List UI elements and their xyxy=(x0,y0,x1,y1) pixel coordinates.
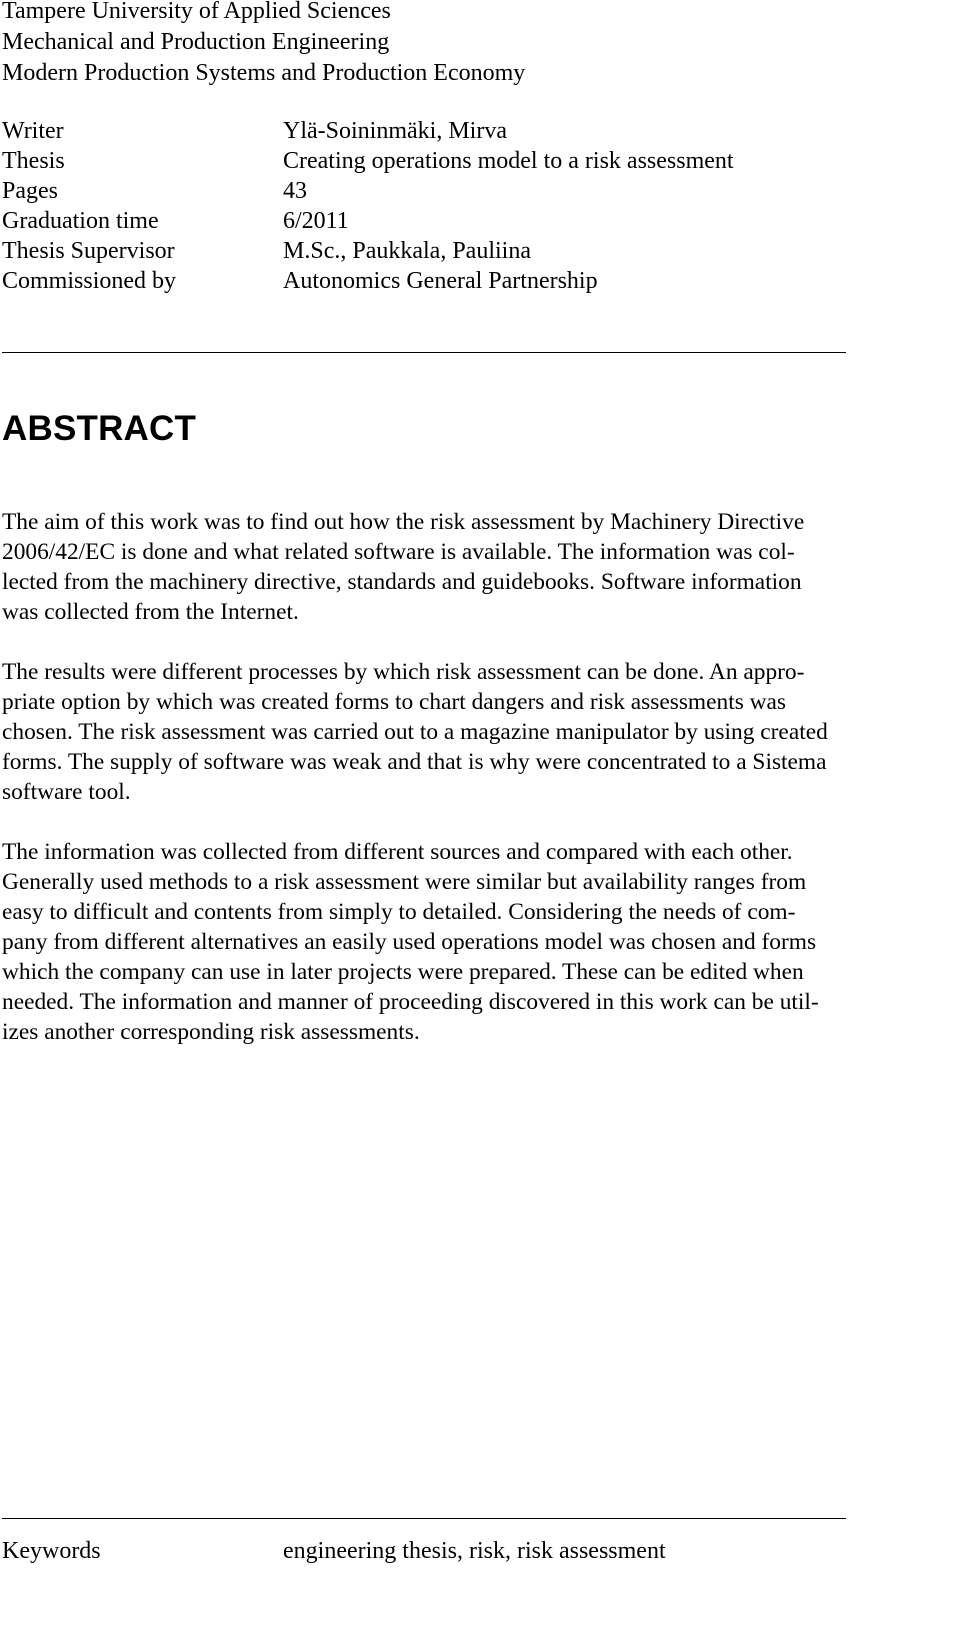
text-line: izes another corresponding risk assessments. xyxy=(2,1019,420,1045)
institution-name: Tampere University of Applied Sciences xyxy=(2,0,391,24)
top-divider xyxy=(2,352,846,353)
meta-label: Pages xyxy=(2,178,58,204)
keywords-label: Keywords xyxy=(2,1538,101,1564)
text-line: needed. The information and manner of proceeding discovered in this work can be util- xyxy=(2,989,819,1015)
document-header xyxy=(2,0,525,89)
text-line: forms. The supply of software was weak and that is why were concentrated to a Sistema xyxy=(2,749,827,775)
text-line: The aim of this work was to find out how the risk assessment by Machinery Directive xyxy=(2,509,805,535)
meta-value: Ylä-Soininmäki, Mirva xyxy=(283,118,507,144)
meta-label: Thesis Supervisor xyxy=(2,238,175,264)
meta-value: Autonomics General Partnership xyxy=(283,268,598,294)
text-line: lected from the machinery directive, standards and guidebooks. Software information xyxy=(2,569,802,595)
program-name: Modern Production Systems and Production Economy xyxy=(2,60,526,86)
abstract-heading: ABSTRACT xyxy=(2,409,197,448)
text-line: 2006/42/EC is done and what related software is available. The information was col- xyxy=(2,539,795,565)
text-line: The results were different processes by which risk assessment can be done. An appro- xyxy=(2,659,805,685)
meta-value: M.Sc., Paukkala, Pauliina xyxy=(283,238,531,264)
keywords-row xyxy=(2,1536,922,1568)
meta-value: 43 xyxy=(283,178,307,204)
text-line: Generally used methods to a risk assessment were similar but availability ranges from xyxy=(2,869,807,895)
abstract-paragraph-1 xyxy=(2,507,922,627)
text-line: software tool. xyxy=(2,779,131,805)
department-name: Mechanical and Production Engineering xyxy=(2,29,390,55)
text-line: pany from different alternatives an easily used operations model was chosen and forms xyxy=(2,929,817,955)
meta-label: Writer xyxy=(2,118,64,144)
text-line: which the company can use in later projects were prepared. These can be edited when xyxy=(2,959,804,985)
abstract-paragraph-3 xyxy=(2,837,922,1047)
text-line: was collected from the Internet. xyxy=(2,599,299,625)
text-line: chosen. The risk assessment was carried out to a magazine manipulator by using created xyxy=(2,719,828,745)
abstract-paragraph-2 xyxy=(2,657,922,807)
meta-label: Graduation time xyxy=(2,208,159,234)
text-line: priate option by which was created forms to chart dangers and risk assessments was xyxy=(2,689,787,715)
bottom-divider xyxy=(2,1518,846,1519)
abstract-body xyxy=(2,507,922,1077)
meta-label: Thesis xyxy=(2,148,65,174)
text-line: easy to difficult and contents from simply to detailed. Considering the needs of com- xyxy=(2,899,796,925)
meta-label: Commissioned by xyxy=(2,268,177,294)
meta-value: 6/2011 xyxy=(283,208,349,234)
keywords-value: engineering thesis, risk, risk assessment xyxy=(283,1538,666,1564)
meta-value: Creating operations model to a risk assessment xyxy=(283,148,734,174)
text-line: The information was collected from different sources and compared with each other. xyxy=(2,839,793,865)
